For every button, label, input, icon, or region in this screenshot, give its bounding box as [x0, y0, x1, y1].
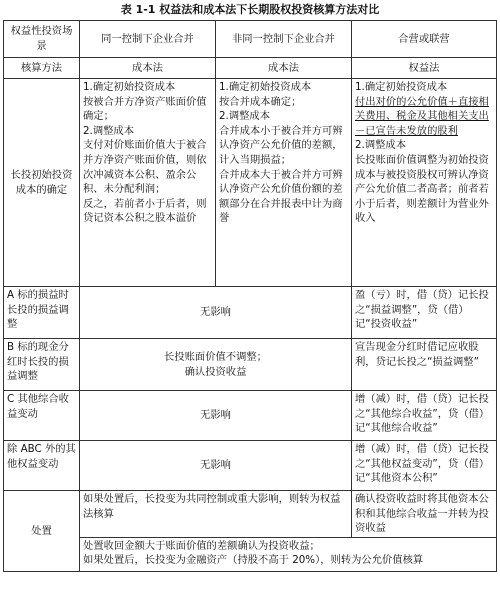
text-line: 2.调整成本: [83, 124, 135, 137]
table-caption: 表 1-1 权益法和成本法下长期股权投资核算方法对比: [120, 3, 380, 16]
text-line: 反之，若前者小于后者，则贷记资本公积之股本溢价: [83, 197, 207, 225]
initial-cost-row: [4, 79, 497, 287]
initial-cost-non-same-control: [216, 79, 352, 287]
row-c: [4, 391, 497, 441]
row-a-merged: 无影响: [80, 287, 352, 339]
row-a-label: A 标的损益时长投的损益调整: [4, 287, 80, 339]
method-row: [4, 58, 497, 79]
method-non-same-control: 成本法: [216, 58, 352, 79]
row-e: [4, 491, 497, 538]
initial-cost-same-control: [80, 79, 216, 287]
text-line-underlined: 付出对价的公允价值＋直接相关费用、税金及其他相关支出－已宣告未发放的股利: [355, 95, 489, 137]
text-line: 按被合并方净资产账面价值确定；: [83, 95, 207, 123]
text-line: 合并成本小于被合并方可辨认净资产公允价值的差额，计入当期损益；: [219, 124, 343, 166]
method-same-control: 成本法: [80, 58, 216, 79]
text-line: 1.确定初始投资成本: [83, 81, 176, 93]
initial-cost-label: 长投初始投资成本的确定: [4, 79, 80, 287]
comparison-table: [3, 20, 497, 572]
text-line: 2.调整成本: [355, 139, 407, 152]
row-d-label: 除 ABC 外的其他权益变动: [4, 441, 80, 491]
row-b-joint-venture: 宣告现金分红时借记应收股利，贷记长投之“损益调整”: [352, 339, 497, 391]
text-line: 按合并成本确定；: [219, 95, 302, 108]
row-b-label: B 标的现金分红时长投的损益调整: [4, 339, 80, 391]
row-c-merged: 无影响: [80, 391, 352, 441]
header-non-same-control: 非同一控制下企业合并: [216, 21, 352, 58]
row-a: [4, 287, 497, 339]
row-d-merged: 无影响: [80, 441, 352, 491]
row-a-joint-venture: 盈（亏）时，借（贷）记长投之“损益调整”，贷（借）记“投资收益”: [352, 287, 497, 339]
row-c-label: C 其他综合收益变动: [4, 391, 80, 441]
text-line: 1.确定初始投资成本: [355, 81, 448, 93]
text-line: 支付对价账面价值大于被合并方净资产账面价值，则依次冲减资本公积、盈余公积、未分配利润；: [83, 139, 207, 196]
text-line: 如果处置后，长投变为金融资产（持股不高于 20%），则转为公允价值核算: [83, 554, 424, 567]
row-e-bottom-merged: [80, 537, 497, 571]
initial-cost-joint-venture: [352, 79, 497, 287]
row-d-joint-venture: 增（减）时，借（贷）记长投之“其他权益变动”，贷（借）记“其他资本公积”: [352, 441, 497, 491]
text-line: 确认投资收益: [184, 365, 247, 378]
row-e-joint-venture: 确认投资收益时将其他资本公积和其他综合收益一并转为投资收益: [352, 491, 497, 538]
text-line: 处置收回金额大于账面价值的差额确认为投资收益；: [83, 539, 320, 552]
header-joint-venture: 合营或联营: [352, 21, 497, 58]
text-line: 2.调整成本: [219, 110, 271, 123]
row-b-merged: [80, 339, 352, 391]
text-line: 合并成本大于被合并方可辨认净资产公允价值份额的差额部分在合并报表中计为商誉: [219, 168, 343, 225]
text-line: 长投账面价值不调整；: [164, 350, 267, 363]
method-label: 核算方法: [4, 58, 80, 79]
text-line: 长投账面价值调整为初始投资成本与被投资股权可辨认净资产公允价值二者高者；前者若小于后者，则差额计为营业外收入: [355, 153, 489, 225]
text-line: 1.确定初始投资成本: [219, 81, 312, 93]
row-e-merged: 如果处置后，长投变为共同控制或重大影响，则转为权益法核算: [80, 491, 352, 538]
header-row: [4, 21, 497, 58]
header-same-control: 同一控制下企业合并: [80, 21, 216, 58]
row-c-joint-venture: 增（减）时，借（贷）记长投之“其他综合收益”，贷（借）记“其他综合收益”: [352, 391, 497, 441]
row-e-label: 处置: [4, 491, 80, 572]
row-d: [4, 441, 497, 491]
header-scenario: 权益性投资场景: [4, 21, 80, 58]
method-joint-venture: 权益法: [352, 58, 497, 79]
row-b: [4, 339, 497, 391]
